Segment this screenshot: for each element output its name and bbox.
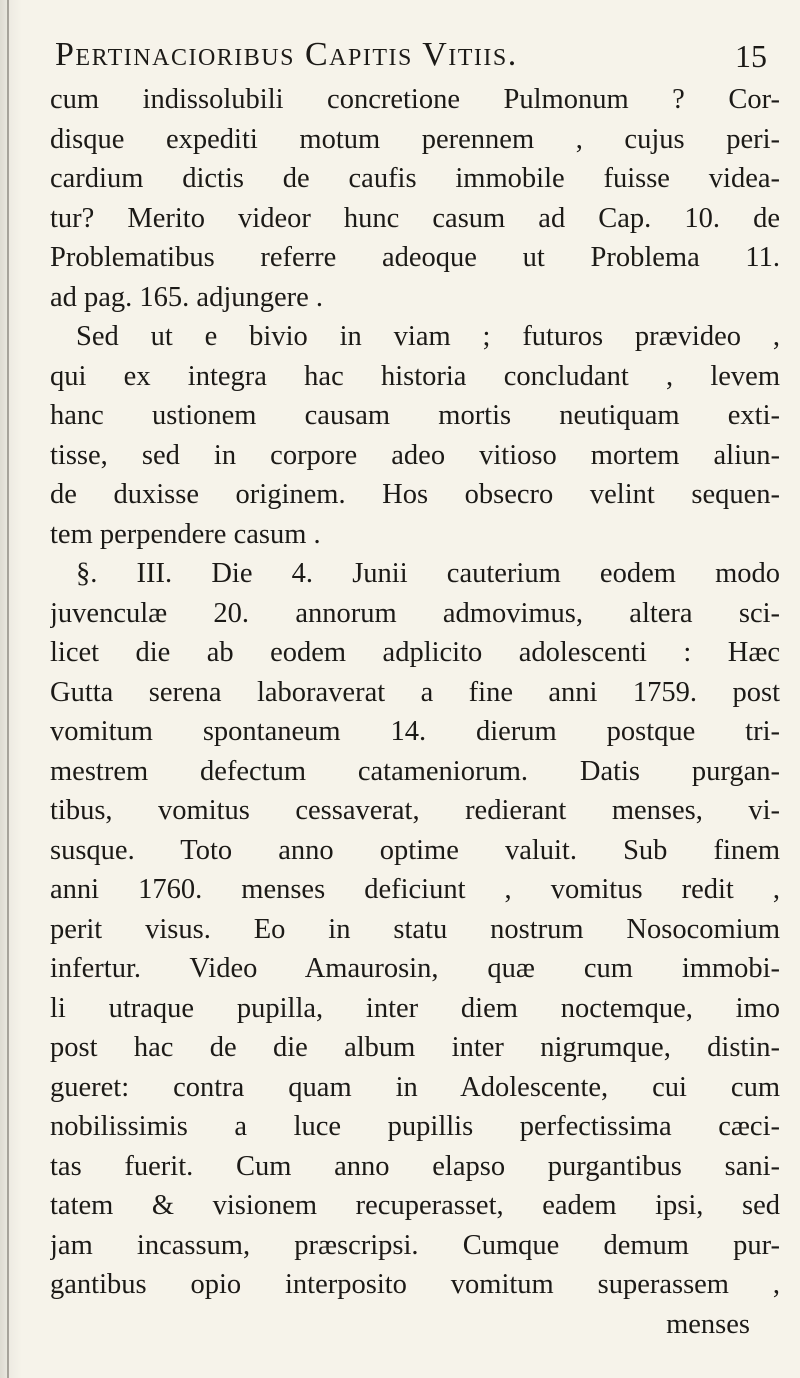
binding-gutter bbox=[7, 0, 9, 1378]
text-line: tisse, sed in corpore adeo vitioso mortem aliun- bbox=[50, 439, 780, 471]
text-line: perit visus. Eo in statu nostrum Nosocomium bbox=[50, 913, 780, 945]
text-line: anni 1760. menses deficiunt , vomitus redit , bbox=[50, 874, 780, 905]
text-line: hanc ustionem causam mortis neutiquam exti- bbox=[50, 400, 780, 431]
text-line: Problematibus referre adeoque ut Problema 11. bbox=[50, 242, 780, 273]
text-line: tur? Merito videor hunc casum ad Cap. 10. de bbox=[50, 202, 780, 234]
text-line: tibus, vomitus cessaverat, redierant menses, vi- bbox=[50, 795, 780, 826]
section-heading-line: §. III. Die 4. Junii cauterium eodem modo bbox=[76, 558, 780, 589]
text-line: infertur. Video Amaurosin, quæ cum immobi- bbox=[50, 953, 780, 984]
text-line: tatem & visionem recuperasset, eadem ipsi, sed bbox=[50, 1190, 780, 1221]
text-line: tas fuerit. Cum anno elapso purgantibus sani- bbox=[50, 1150, 780, 1182]
text-line: Gutta serena laboraverat a fine anni 1759. post bbox=[50, 676, 780, 708]
text-line: disque expediti motum perennem , cujus peri- bbox=[50, 123, 780, 155]
text-line: jam incassum, præscripsi. Cumque demum pur- bbox=[50, 1229, 780, 1261]
catchword: menses bbox=[666, 1308, 750, 1340]
text-line: post hac de die album inter nigrumque, distin- bbox=[50, 1032, 780, 1063]
text-line: cum indissolubili concretione Pulmonum ? Cor- bbox=[50, 84, 780, 115]
body-text bbox=[50, 80, 780, 1344]
text-line: de duxisse originem. Hos obsecro velint sequen- bbox=[50, 479, 780, 510]
text-line: gueret: contra quam in Adolescente, cui cum bbox=[50, 1071, 780, 1103]
text-line: li utraque pupilla, inter diem noctemque, imo bbox=[50, 992, 780, 1024]
text-line: vomitum spontaneum 14. dierum postque tri- bbox=[50, 716, 780, 747]
text-line: cardium dictis de caufis immobile fuisse videa- bbox=[50, 163, 780, 194]
page-number: 15 bbox=[735, 38, 767, 74]
running-title: Pertinacioribus Capitis Vitiis. bbox=[55, 36, 518, 73]
text-line: Sed ut e bivio in viam ; futuros prævideo , bbox=[76, 321, 780, 352]
text-line: qui ex integra hac historia concludant , levem bbox=[50, 360, 780, 392]
text-line: licet die ab eodem adplicito adolescenti : Hæc bbox=[50, 637, 780, 668]
text-line: susque. Toto anno optime valuit. Sub finem bbox=[50, 834, 780, 866]
text-line: gantibus opio interposito vomitum superassem , bbox=[50, 1269, 780, 1300]
text-line: tem perpendere casum . bbox=[50, 518, 321, 550]
text-line: mestrem defectum catameniorum. Datis purgan- bbox=[50, 755, 780, 787]
text-line: nobilissimis a luce pupillis perfectissima cæci- bbox=[50, 1111, 780, 1142]
text-line: ad pag. 165. adjungere . bbox=[50, 281, 324, 313]
text-line: juvenculæ 20. annorum admovimus, altera sci- bbox=[50, 597, 780, 629]
page-header bbox=[55, 36, 775, 86]
